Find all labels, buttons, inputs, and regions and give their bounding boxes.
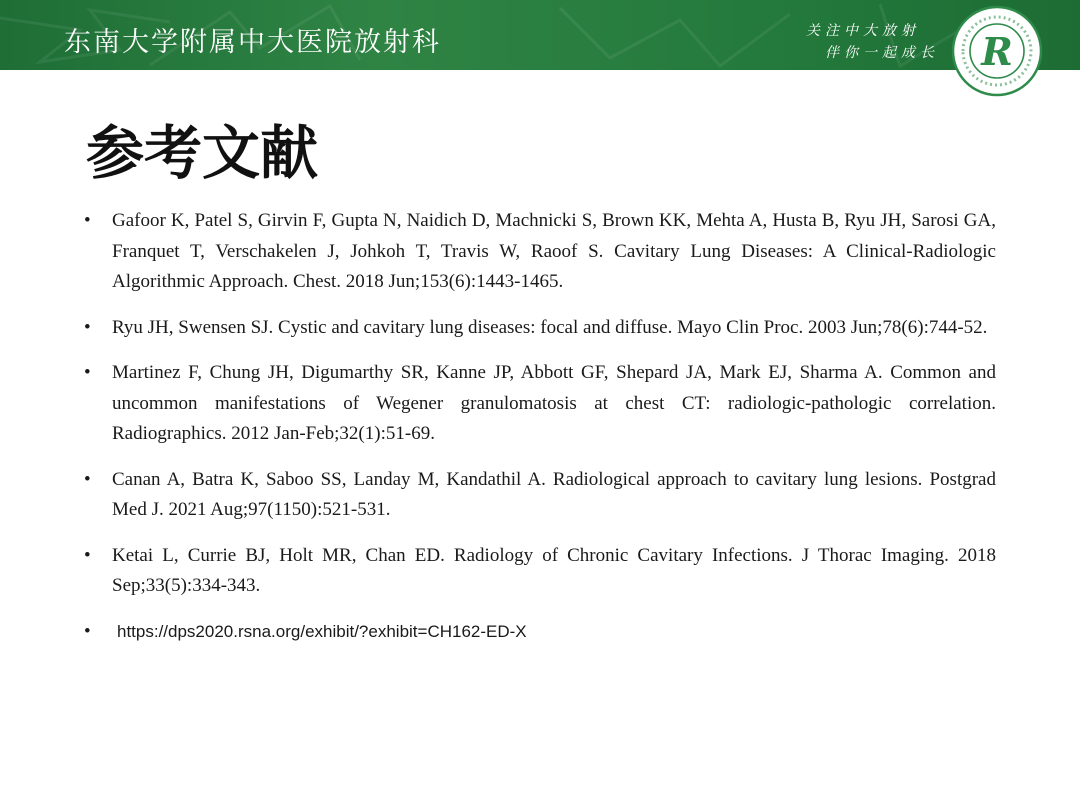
- reference-list: [84, 206, 996, 662]
- reference-item: [84, 358, 996, 450]
- reference-text: Ryu JH, Swensen SJ. Cystic and cavitary lung diseases: focal and diffuse. Mayo Clin Proc. 2003 Jun;78(6):744-52.: [112, 316, 988, 338]
- bullet: •: [84, 468, 91, 490]
- reference-text: Martinez F, Chung JH, Digumarthy SR, Kanne JP, Abbott GF, Shepard JA, Mark EJ, Sharma A. Common and uncommon manifestations of Wegener granulomatosis at chest CT: radiologic-pathologic correlation. Radiographics. 2012 Jan-Feb;32(1):51-69.: [112, 362, 996, 444]
- reference-text: Canan A, Batra K, Saboo SS, Landay M, Kandathil A. Radiological approach to cavitary lung lesions. Postgrad Med J. 2021 Aug;97(1150):521-531.: [112, 468, 996, 520]
- reference-text: Ketai L, Currie BJ, Holt MR, Chan ED. Radiology of Chronic Cavitary Infections. J Thorac Imaging. 2018 Sep;33(5):334-343.: [112, 544, 996, 596]
- bullet: •: [84, 362, 91, 383]
- reference-link[interactable]: https://dps2020.rsna.org/exhibit/?exhibit=CH162-ED-X: [117, 621, 527, 641]
- reference-item: [84, 465, 996, 526]
- reference-item: [84, 541, 996, 602]
- bullet: •: [84, 620, 91, 642]
- page-title: 参考文献: [86, 119, 319, 187]
- hospital-logo-icon: [951, 5, 1043, 97]
- slogan-line-1: 关注中大放射: [806, 23, 920, 39]
- bullet: •: [84, 210, 91, 231]
- institution-name: 东南大学附属中大医院放射科: [64, 27, 441, 58]
- reference-item: [84, 313, 996, 344]
- reference-item: [84, 617, 996, 648]
- logo-monogram: R: [981, 29, 1013, 74]
- header-banner: [0, 0, 1080, 70]
- slogan-line-2: 伴你一起成长: [825, 45, 939, 61]
- bullet: •: [84, 544, 91, 566]
- reference-item: [84, 206, 996, 298]
- bullet: •: [84, 316, 91, 338]
- reference-text: Gafoor K, Patel S, Girvin F, Gupta N, Naidich D, Machnicki S, Brown KK, Mehta A, Husta B, Ryu JH, Sarosi GA, Franquet T, Verschakelen J, Johkoh T, Travis W, Raoof S. Cavitary Lung Diseases: A Clinical-Radiologic Algorithmic Approach. Chest. 2018 Jun;153(6):1443-1465.: [112, 210, 996, 292]
